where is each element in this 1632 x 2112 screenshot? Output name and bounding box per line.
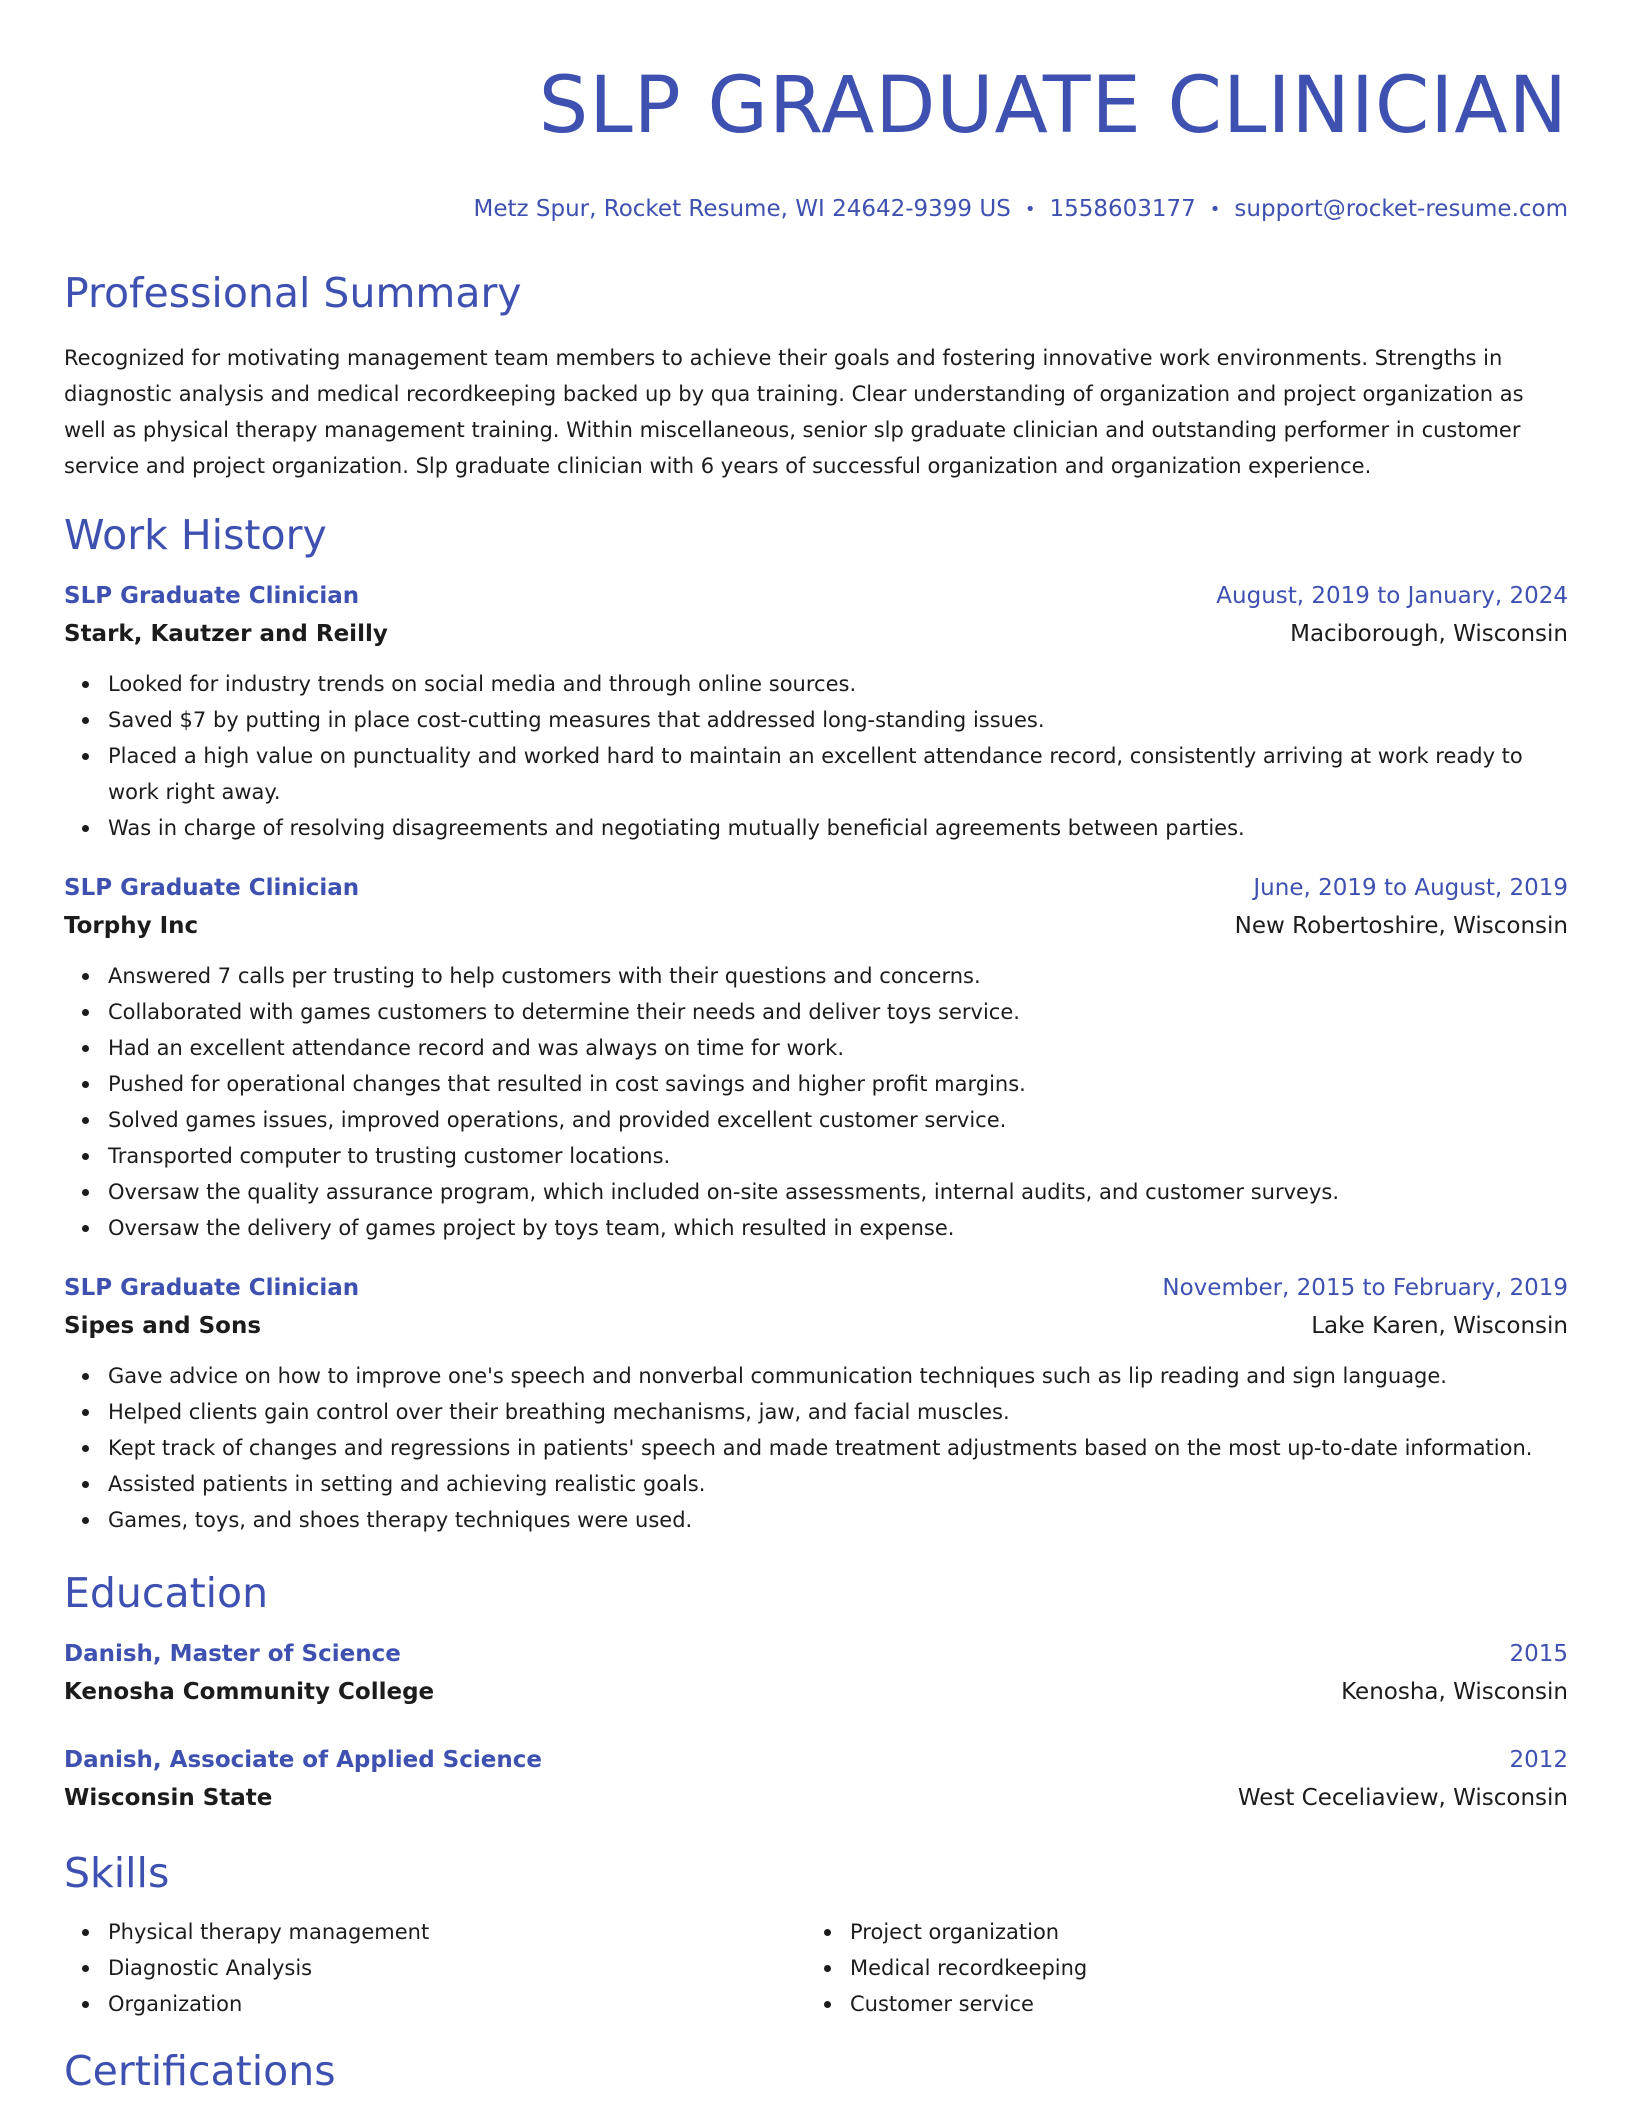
education-entry [64, 1636, 1568, 1712]
job-bullet: Transported computer to trusting customer locations. [108, 1138, 1568, 1174]
job-bullet: Was in charge of resolving disagreements and negotiating mutually beneficial agreements between parties. [108, 810, 1568, 846]
job-company: Stark, Kautzer and Reilly [64, 621, 388, 647]
certifications-heading: Certifications [64, 2047, 336, 2095]
education-school: Wisconsin State [64, 1785, 273, 1811]
job-entry [64, 870, 1568, 1246]
education-year: 2012 [1509, 1747, 1568, 1773]
job-bullet: Gave advice on how to improve one's speech and nonverbal communication techniques such as lip reading and sign language. [108, 1358, 1568, 1394]
job-location: New Robertoshire, Wisconsin [1234, 913, 1568, 939]
skill-item: Medical recordkeeping [850, 1950, 1548, 1986]
job-entry [64, 1270, 1568, 1538]
job-bullet: Pushed for operational changes that resulted in cost savings and higher profit margins. [108, 1066, 1568, 1102]
contact-address: Metz Spur, Rocket Resume, WI 24642-9399 US [473, 196, 1011, 222]
job-entry [64, 578, 1568, 846]
next-section-clip [64, 2046, 1568, 2095]
education-location: West Ceceliaview, Wisconsin [1237, 1785, 1568, 1811]
education-degree: Danish, Master of Science [64, 1641, 401, 1667]
job-location: Lake Karen, Wisconsin [1311, 1313, 1568, 1339]
job-bullet: Had an excellent attendance record and was always on time for work. [108, 1030, 1568, 1066]
skills-column-left [64, 1914, 806, 2022]
contact-separator: • [1209, 199, 1221, 220]
resume-title: SLP GRADUATE CLINICIAN [538, 61, 1568, 151]
skill-item: Customer service [850, 1986, 1548, 2022]
job-bullet-list [64, 666, 1568, 846]
skills-list [806, 1914, 1548, 2022]
education-location: Kenosha, Wisconsin [1341, 1679, 1568, 1705]
job-bullet: Kept track of changes and regressions in patients' speech and made treatment adjustments based on the most up-to-date information. [108, 1430, 1568, 1466]
job-bullet-list [64, 1358, 1568, 1538]
summary-text: Recognized for motivating management team members to achieve their goals and fostering innovative work environments. Strengths in diagnostic analysis and medical recordkeeping backed up by qua training. Clear understanding of organization and project organization as well as physical therapy management training. Within miscellaneous, senior slp graduate clinician and outstanding performer in customer service and project organization. Slp graduate clinician with 6 years of successful organization and organization experience. [64, 346, 1524, 478]
contact-email[interactable]: support@rocket-resume.com [1234, 196, 1568, 222]
job-bullet: Collaborated with games customers to determine their needs and deliver toys service. [108, 994, 1568, 1030]
education-degree: Danish, Associate of Applied Science [64, 1747, 542, 1773]
work-history-heading: Work History [64, 511, 327, 559]
job-bullet: Games, toys, and shoes therapy techniques were used. [108, 1502, 1568, 1538]
skill-item: Diagnostic Analysis [108, 1950, 806, 1986]
job-bullet: Oversaw the delivery of games project by toys team, which resulted in expense. [108, 1210, 1568, 1246]
education-year: 2015 [1509, 1641, 1568, 1667]
education-entry [64, 1742, 1568, 1818]
skill-item: Organization [108, 1986, 806, 2022]
skills-heading: Skills [64, 1849, 170, 1897]
job-bullet: Answered 7 calls per trusting to help customers with their questions and concerns. [108, 958, 1568, 994]
contact-phone: 1558603177 [1049, 196, 1196, 222]
skills-column-right [806, 1914, 1548, 2022]
job-bullet: Placed a high value on punctuality and worked hard to maintain an excellent attendance record, consistently arriving at work ready to work right away. [108, 738, 1568, 810]
job-bullet: Looked for industry trends on social media and through online sources. [108, 666, 1568, 702]
job-dates: August, 2019 to January, 2024 [1216, 583, 1568, 609]
contact-line [64, 194, 1568, 225]
skill-item: Project organization [850, 1914, 1548, 1950]
skills-grid [64, 1914, 1568, 2022]
education-school: Kenosha Community College [64, 1679, 435, 1705]
job-company: Sipes and Sons [64, 1313, 262, 1339]
job-role: SLP Graduate Clinician [64, 583, 360, 609]
job-bullet: Solved games issues, improved operations, and provided excellent customer service. [108, 1102, 1568, 1138]
job-role: SLP Graduate Clinician [64, 1275, 360, 1301]
education-heading: Education [64, 1569, 269, 1617]
job-location: Maciborough, Wisconsin [1290, 621, 1568, 647]
job-dates: November, 2015 to February, 2019 [1162, 1275, 1568, 1301]
skill-item: Physical therapy management [108, 1914, 806, 1950]
contact-separator: • [1024, 199, 1036, 220]
job-company: Torphy Inc [64, 913, 199, 939]
job-bullet: Oversaw the quality assurance program, which included on-site assessments, internal audits, and customer surveys. [108, 1174, 1568, 1210]
job-dates: June, 2019 to August, 2019 [1253, 875, 1568, 901]
job-bullet-list [64, 958, 1568, 1246]
job-role: SLP Graduate Clinician [64, 875, 360, 901]
summary-heading: Professional Summary [64, 269, 522, 317]
skills-list [64, 1914, 806, 2022]
resume-page [64, 0, 1568, 2095]
job-bullet: Saved $7 by putting in place cost-cutting measures that addressed long-standing issues. [108, 702, 1568, 738]
job-bullet: Assisted patients in setting and achieving realistic goals. [108, 1466, 1568, 1502]
job-bullet: Helped clients gain control over their breathing mechanisms, jaw, and facial muscles. [108, 1394, 1568, 1430]
